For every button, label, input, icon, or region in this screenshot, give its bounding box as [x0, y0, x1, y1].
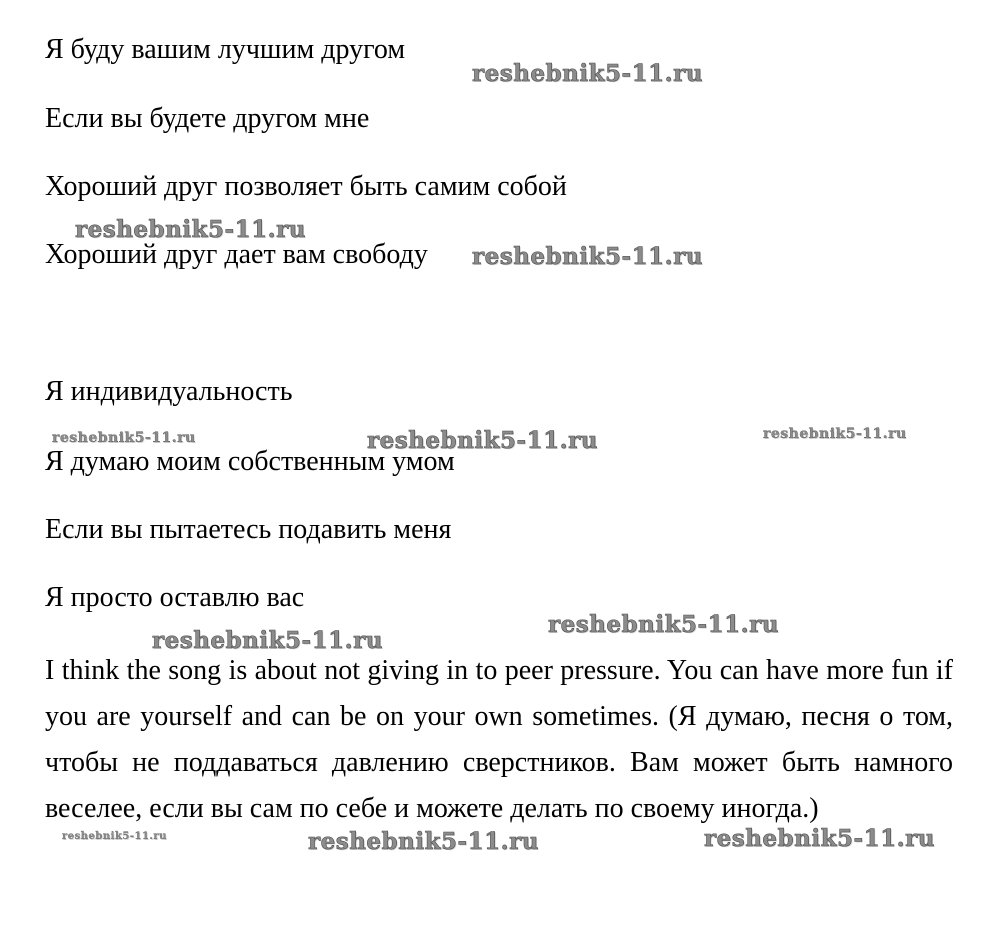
watermark: reshebnik5-11.ru	[52, 430, 196, 446]
watermark: reshebnik5-11.ru	[62, 831, 167, 842]
watermark: reshebnik5-11.ru	[367, 427, 598, 454]
answer-paragraph: I think the song is about not giving in to peer pressure. You can have more fun if you are yourself and can be on your own sometimes. (Я думаю, песня о том, чтобы не поддаваться давлению сверстников. Вам может быть намного веселее, если вы сам по себе и можете делать по своему иногда.)	[45, 655, 953, 824]
watermark: reshebnik5-11.ru	[308, 828, 539, 855]
watermark: reshebnik5-11.ru	[472, 243, 703, 270]
watermark: reshebnik5-11.ru	[472, 60, 703, 87]
poem-line-3: Хороший друг позволяет быть самим собой	[45, 171, 567, 202]
watermark: reshebnik5-11.ru	[704, 825, 935, 852]
poem-line-4: Хороший друг дает вам свободу	[45, 239, 428, 270]
poem-line-8: Я просто оставлю вас	[45, 582, 305, 613]
watermark: reshebnik5-11.ru	[763, 426, 907, 442]
poem-line-7: Если вы пытаетесь подавить меня	[45, 514, 452, 545]
watermark: reshebnik5-11.ru	[75, 216, 306, 243]
watermark: reshebnik5-11.ru	[152, 627, 383, 654]
poem-line-2: Если вы будете другом мне	[45, 103, 370, 134]
poem-line-1: Я буду вашим лучшим другом	[45, 34, 406, 65]
watermark: reshebnik5-11.ru	[548, 611, 779, 638]
poem-line-5: Я индивидуальность	[45, 376, 293, 407]
poem-line-6: Я думаю моим собственным умом	[45, 446, 455, 477]
